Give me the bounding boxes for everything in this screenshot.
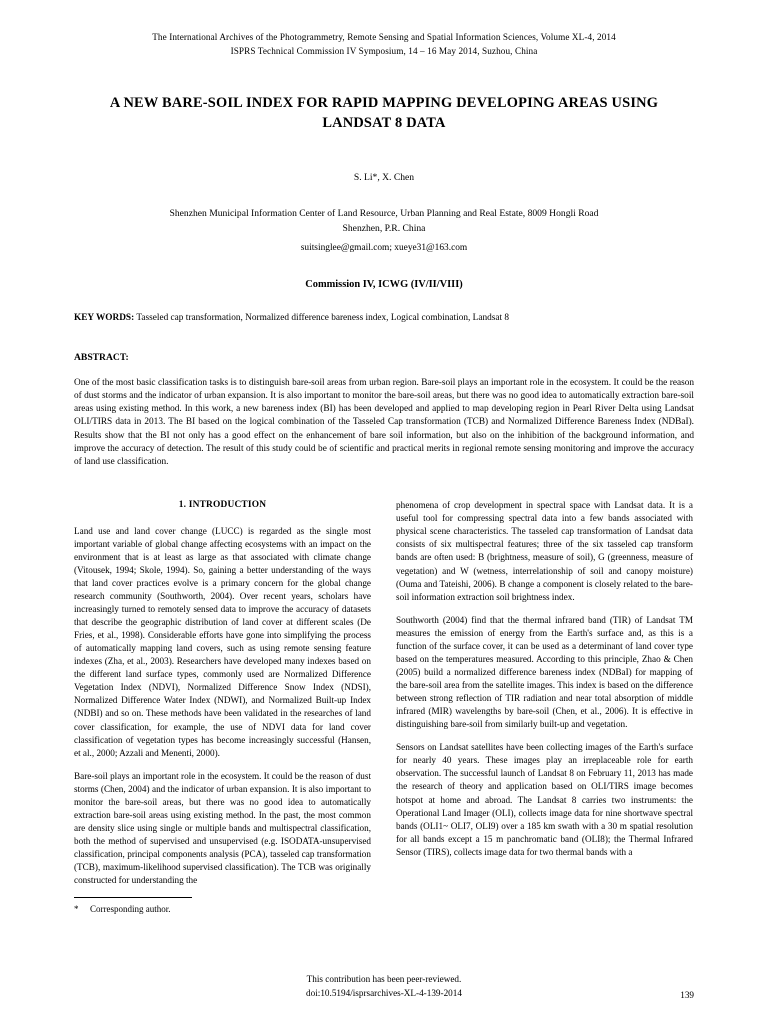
footnote-marker: * [74,904,79,915]
right-column [396,499,693,916]
journal-header [74,30,694,59]
page-footer [0,973,768,1000]
keywords-value: Tasseled cap transformation, Normalized difference bareness index, Logical combination, Landsat 8 [136,312,510,323]
paragraph: Land use and land cover change (LUCC) is regarded as the single most important variable of global change affecting ecosystems with an impact on the environment that is at least as large as that associated with climate change (Vitousek, 1994; Skole, 1994). So, gaining a better understanding of the ways that land cover practices evolve is a primary concern for the global change research community (Southworth, 2004). Over recent years, scholars have increasingly turned to remotely sensed data to improve the accuracy of datasets that describe the geographic distribution of land cover at different scales (De Fries, et al., 1998). Considerable efforts have gone into simplifying the process of automatically mapping land covers, such as using remote sensing feature indexes (Zha, et al., 2003). Researchers have developed many indexes based on the different land surface types, commonly used are Normalized Difference Vegetation Index (NDVI), Normalized Difference Snow Index (NDSI), Normalized Difference Water Index (NDWI), and Normalized Built-up Index (NDBI) and so on. These methods have been validated in the researches of land cover classification, for example, the use of NDVI data for land cover classification of vegetation types has become increasingly successful (Hansen, et al., 2000; Azzali and Menenti, 2000). [74,525,371,758]
paragraph: phenomena of crop development in spectral space with Landsat data. It is a useful tool for compressing spectral data into a few bands associated with physical scene characteristics. The tasseled cap transformation of Landsat data consists of six multispectral features; three of the six tasseled cap transform bands are often used: B (brightness, measure of soil), G (greenness, measure of vegetation) and W (wetness, interrelationship of soil and canopy moisture) (Ouma and Tateishi, 2006). B change a component is closely related to the bare-soil information extraction soil brightness index. [396,500,693,602]
affiliation-line1: Shenzhen Municipal Information Center of Land Resource, Urban Planning and Real Estate, 8009 Hongli Road [169,208,599,220]
page-number: 139 [680,990,694,1000]
section-heading-introduction: 1. INTRODUCTION [178,500,267,511]
paragraph: Southworth (2004) find that the thermal infrared band (TIR) of Landsat TM measures the emission of energy from the Earth's surface and, as this is a function of the surface cover, it can be used as a determinant of land cover type based on the temperatures measured. According to this principle, Zhao & Chen (2005) build a normalized difference bareness index (NDBaI) for mapping of the bare-soil area from the satellite images. This index is based on the difference between strong reflection of TIR radiation and near total absorption of middle infrared (MIR) wavelengths by bare-soil (Chen, et al., 2006). It is effective in distinguishing bare-soil from similarly built-up and vegetation. [396,614,693,730]
keywords [74,312,694,326]
footnote-text: Corresponding author. [90,904,171,915]
footer-line1: This contribution has been peer-reviewed. [306,974,462,985]
page-title: A NEW BARE-SOIL INDEX FOR RAPID MAPPING DEVELOPING AREAS USING LANDSAT 8 DATA [109,94,659,132]
footnote [74,903,371,916]
paragraph: Bare-soil plays an important role in the ecosystem. It could be the reason of dust storms (Chen, 2004) and the indicator of urban expansion. It is also important to monitor the bare-soil areas, but there was no good idea to automatically extraction bare-soil areas using existing method. In the past, the most common are density slice using single or multiple bands and multispectral classification, both the method of supervised and unsupervised (e.g. ISODATA-unsupervised classification, principal components analysis (PCA), tasseled cap transformation (TCB), maximum-likelihood supervised classification). The TCB was originally constructed for understanding the [74,770,371,886]
authors: S. Li*, X. Chen [353,172,415,184]
journal-header-line1: The International Archives of the Photogrammetry, Remote Sensing and Spatial Information Sciences, Volume XL-4, 2014 [152,32,616,42]
paragraph: Sensors on Landsat satellites have been collecting images of the Earth's surface for nearly 40 years. These images play an irreplaceable role for earth observation. The successful launch of Landsat 8 on February 11, 2013 has made the research of theory and application based on OLI/TIRS image becomes hotspot at home and abroad. The Landsat 8 carries two instruments: the Operational Land Imager (OLI), collects image data for nine shortwave spectral bands (OLI1~ OLI7, OLI9) over a 185 km swath with a 30 m spatial resolution for all bands except a 15 m panchromatic band (OLI8); the Thermal Infrared Sensor (TIRS), collects image data for two thermal bands with a [396,742,693,857]
affiliation-line2: Shenzhen, P.R. China [342,223,426,235]
journal-header-line2: ISPRS Technical Commission IV Symposium, 14 – 16 May 2014, Suzhou, China [230,46,538,57]
body-columns [74,499,694,916]
author-emails: suitsinglee@gmail.com; xueye31@163.com [300,242,468,253]
abstract-heading: ABSTRACT: [74,351,129,363]
footnote-divider [74,897,192,898]
footer-doi: doi:10.5194/isprsarchives-XL-4-139-2014 [306,987,462,998]
affiliation [74,207,694,237]
commission-line: Commission IV, ICWG (IV/II/VIII) [305,278,463,290]
left-column [74,499,371,916]
abstract-body: One of the most basic classification tasks is to distinguish bare-soil areas from urban region. Bare-soil plays an important role in the ecosystem. It could be the reason of dust storms and the indicator of urban expansion. It is also important to monitor the bare-soil areas, but there was no good idea to automatically extraction bare-soil areas using existing method. In this work, a new bareness index (BI) has been developed and applied to map developing region in Pearl River Delta using Landsat OLI/TIRS data in 2013. The BI based on the logical combination of the Tasseled Cap transformation (TCB) and Normalized Difference Bareness Index (NDBaI). Results show that the BI not only has a good effect on the enhancement of bare soil information, but also on the inhibition of the background information, and improve the accuracy of detection. The result of this study could be of scientific and practical merits in regional remote sensing monitoring and improve the accuracy of land use classification. [74,377,694,468]
keywords-label: KEY WORDS: [74,312,135,323]
